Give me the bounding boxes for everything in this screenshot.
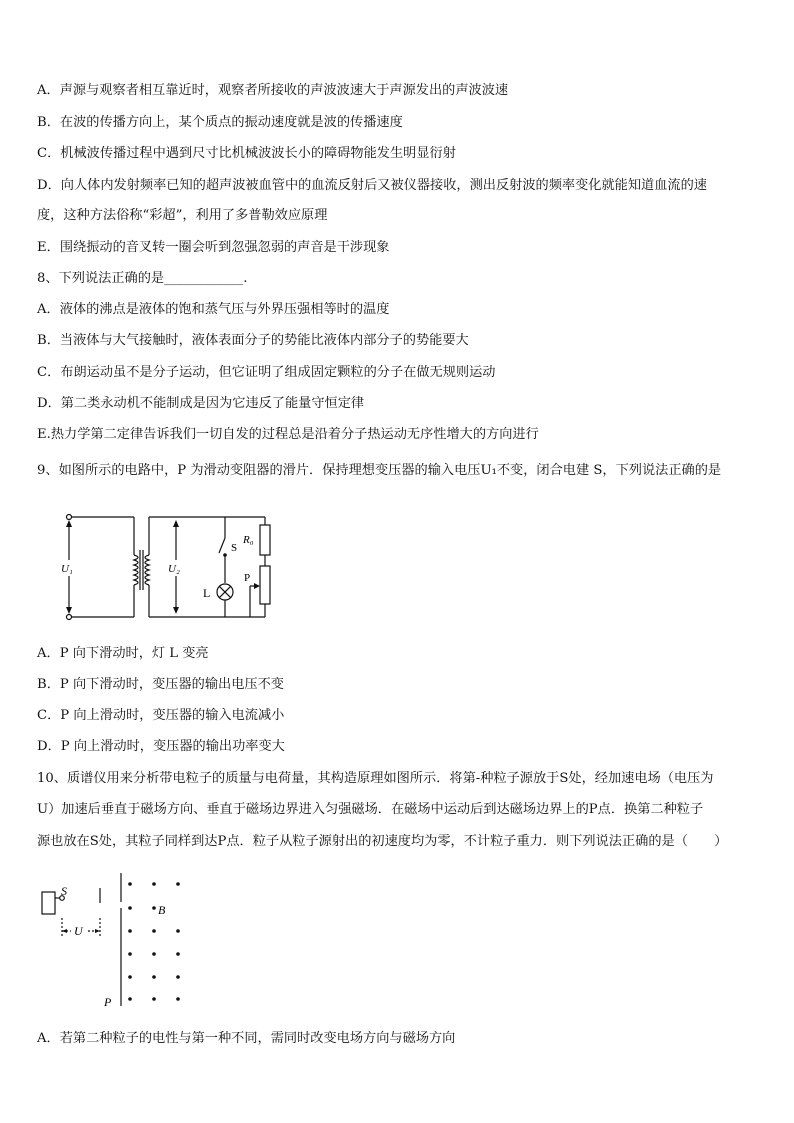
q8-option-e: E.热力学第二定律告诉我们一切自发的过程总是沿着分子热运动无序性增大的方向进行 xyxy=(37,427,539,442)
q9-circuit-diagram xyxy=(55,510,285,625)
q7-option-d-line1: D．向人体内发射频率已知的超声波被血管中的血流反射后又被仪器接收，测出反射波的频率变化就能知道血流的速 xyxy=(37,178,707,193)
lamp-label: L xyxy=(203,586,211,600)
slider-label: P xyxy=(244,572,251,584)
q8-stem: 8、下列说法正确的是____________. xyxy=(37,271,248,286)
source-label: S xyxy=(61,884,67,898)
q7-option-a: A．声源与观察者相互靠近时，观察者所接收的声波波速大于声源发出的声波波速 xyxy=(37,83,509,98)
switch-label: S xyxy=(231,542,238,554)
q10-stem-line1: 10、质谱仪用来分析带电粒子的质量与电荷量，其构造原理如图所示．将第-种粒子源放于S处，经加速电场（电压为 xyxy=(37,771,714,786)
voltage-label: U xyxy=(74,924,83,938)
resistor-label: R₀ xyxy=(243,534,254,546)
q7-option-e: E．围绕振动的音叉转一圈会听到忽强忽弱的声音是干涉现象 xyxy=(37,240,390,255)
u2-label: U₂ xyxy=(168,563,180,575)
u1-label: U₁ xyxy=(61,563,73,575)
q8-option-b: B．当液体与大气接触时，液体表面分子的势能比液体内部分子的势能要大 xyxy=(37,333,469,348)
q8-option-d: D．第二类永动机不能制成是因为它违反了能量守恒定律 xyxy=(37,396,365,411)
q8-option-a: A．液体的沸点是液体的饱和蒸气压与外界压强相等时的温度 xyxy=(37,302,390,317)
q7-option-d-line2: 度，这种方法俗称“彩超”，利用了多普勒效应原理 xyxy=(37,208,328,223)
q9-stem: 9、如图所示的电路中，P 为滑动变阻器的滑片．保持理想变压器的输入电压U₁不变，闭合电建 S，下列说法正确的是 xyxy=(37,463,722,478)
point-p-label: P xyxy=(104,995,112,1009)
q9-option-d: D．P 向上滑动时，变压器的输出功率变大 xyxy=(37,739,285,754)
q7-option-b: B．在波的传播方向上，某个质点的振动速度就是波的传播速度 xyxy=(37,115,403,130)
q7-option-c: C．机械波传播过程中遇到尺寸比机械波波长小的障碍物能发生明显衍射 xyxy=(37,146,456,161)
q9-option-a: A．P 向下滑动时，灯 L 变亮 xyxy=(37,646,209,661)
q8-option-c: C．布朗运动虽不是分子运动，但它证明了组成固定颗粒的分子在做无规则运动 xyxy=(37,365,496,380)
q9-option-b: B．P 向下滑动时，变压器的输出电压不变 xyxy=(37,677,284,692)
q10-mass-spectrometer-diagram xyxy=(38,868,198,1013)
q9-option-c: C．P 向上滑动时，变压器的输入电流减小 xyxy=(37,708,285,723)
field-label: B xyxy=(158,903,166,917)
q10-option-a: A．若第二种粒子的电性与第一种不同，需同时改变电场方向与磁场方向 xyxy=(37,1031,456,1046)
q10-stem-line2: U）加速后垂直于磁场方向、垂直于磁场边界进入匀强磁场．在磁场中运动后到达磁场边界上的P点．换第二种粒子 xyxy=(37,802,704,817)
q10-stem-line3: 源也放在S处，其粒子同样到达P点．粒子从粒子源射出的初速度均为零，不计粒子重力．则下列说法正确的是（ ） xyxy=(37,834,728,849)
